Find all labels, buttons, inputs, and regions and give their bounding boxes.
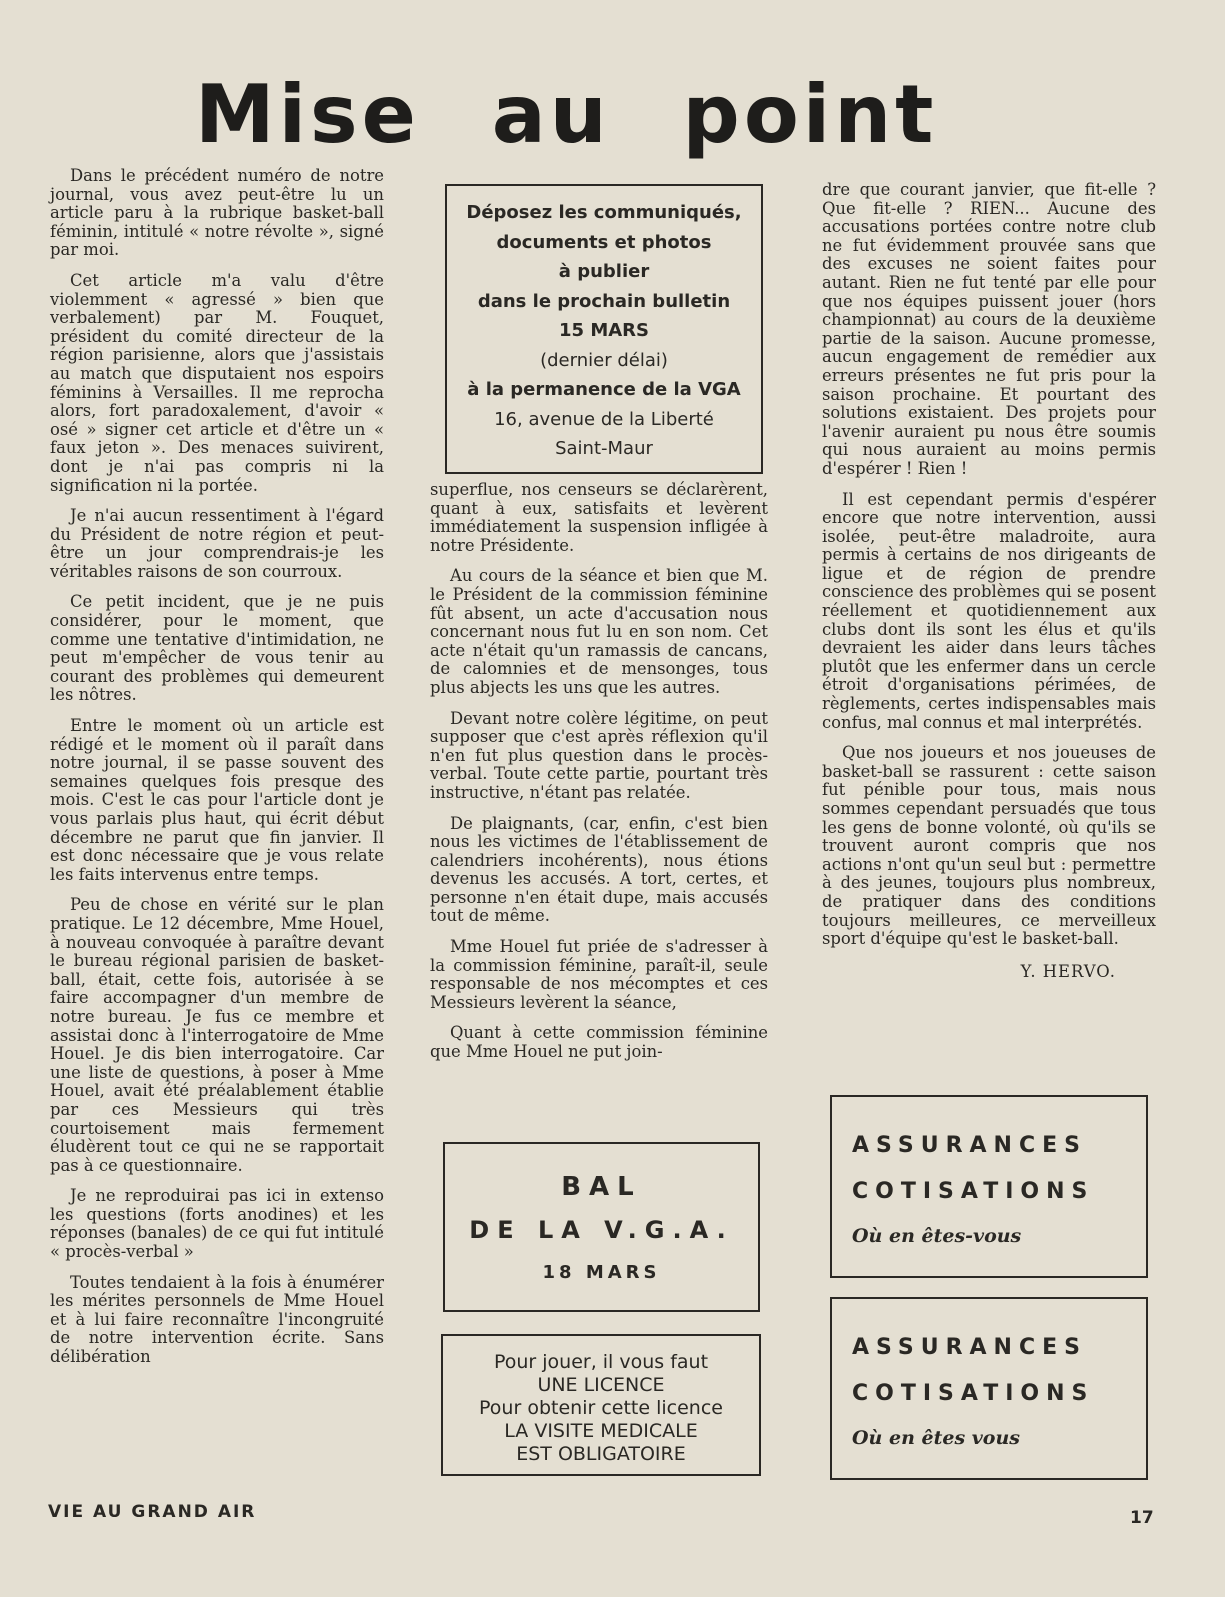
licence-box — [441, 1334, 761, 1476]
paragraph: Je ne reproduirai pas ici in extenso les questions (forts anodines) et les réponses (banales) de ce qui fut intitulé « procès-verbal » — [50, 1186, 384, 1262]
notice-line: (dernier délai) — [540, 349, 668, 371]
paragraph: Peu de chose en vérité sur le plan pratique. Le 12 décembre, Mme Houel, à nouveau convoquée à paraître devant le bureau régional parisien de basket-ball, était, cette fois, autorisée à se faire accompagner d'un membre de notre bureau. Je fus ce membre et assistai donc à l'interrogatoire de Mme Houel. Je dis bien interrogatoire. Car une liste de questions, à poser à Mme Houel, avait été préalablement établie par ces Messieurs qui très courtoisement mais fermement éludèrent tout ce qui ne se rapportait pas à ce questionnaire. — [50, 895, 384, 1175]
paragraph: Toutes tendaient à la fois à énumérer les mérites personnels de Mme Houel et à lui faire reconnaître l'incongruité de notre intervention écrite. Sans délibération — [50, 1272, 384, 1367]
licence-line: Pour obtenir cette licence — [479, 1397, 723, 1419]
assurance-question: Où en êtes vous — [852, 1427, 1020, 1449]
assurance-box-1 — [830, 1095, 1148, 1278]
notice-line: dans le prochain bulletin — [477, 290, 731, 312]
notice-line: documents et photos — [496, 231, 712, 253]
column-2 — [430, 481, 768, 1074]
notice-line: Déposez les communiqués, — [466, 202, 742, 223]
notice-line: à publier — [558, 261, 650, 282]
column-3 — [822, 181, 1156, 981]
paragraph: Entre le moment où un article est rédigé et le moment où il paraît dans notre journal, il se passe souvent des semaines quelques fois presque des mois. C'est le cas pour l'article dont je vous parlais plus haut, qui écrit début décembre ne parut que fin janvier. Il est donc nécessaire que je vous relate les faits intervenus entre temps. — [50, 716, 384, 884]
bal-line: BAL — [561, 1172, 642, 1202]
paragraph: Je n'ai aucun ressentiment à l'égard du Président de notre région et peut-être un jour comprendrais-je les véritables raisons de son courroux. — [50, 506, 384, 581]
paragraph: Mme Houel fut priée de s'adresser à la commission féminine, paraît-il, seule responsable de nos mécomptes et ces Messieurs levèrent la séance, — [430, 937, 768, 1012]
paragraph: Devant notre colère légitime, on peut supposer que c'est après réflexion qu'il n'en fut plus question dans le procès-verbal. Toute cette partie, pourtant très instructive, n'étant pas relatée. — [430, 708, 768, 802]
paragraph: dre que courant janvier, que fit-elle ? Que fit-elle ? RIEN... Aucune des accusations portées contre notre club ne fut évidemment prouvée sans que des excuses ne soient faites pour autant. Rien ne fut tenté par elle pour que nos équipes puissent jouer (hors championnat) au cours de la deuxième partie de la saison. Aucune promesse, aucun engagement de remédier aux erreurs présentes ne fut pris pour la saison prochaine. Et pourtant des solutions existaient. Des projets pour l'avenir auraient pu nous être soumis qui nous auraient au moins permis d'espérer ! Rien ! — [822, 180, 1156, 478]
paragraph: Au cours de la séance et bien que M. le Président de la commission féminine fût absent, un acte d'accusation nous concernant nous fut lu en son nom. Cet acte n'était qu'un ramassis de cancans, de calomnies et de mensonges, tous plus abjects les uns que les autres. — [430, 566, 768, 697]
bal-line: DE LA V.G.A. — [469, 1216, 734, 1244]
notice-line: à la permanence de la VGA — [467, 379, 741, 400]
notice-address: 16, avenue de la Liberté — [494, 408, 714, 430]
paragraph: Ce petit incident, que je ne puis considérer, pour le moment, que comme une tentative d'intimidation, ne peut m'empêcher de vous tenir au courant des problèmes qui demeurent les nôtres. — [50, 592, 384, 705]
paragraph: Que nos joueurs et nos joueuses de basket-ball se rassurent : cette saison fut pénible pour tous, mais nous sommes cependant persuadés que tous les gens de bonne volonté, où qu'ils se trouvent auront compris que nos actions n'ont qu'un seul but : permettre à des jeunes, toujours plus nombreux, de pratiquer dans des conditions toujours meilleures, ce merveilleux sport d'équipe qu'est le basket-ball. — [822, 743, 1156, 949]
paragraph: Cet article m'a valu d'être violemment « agressé » bien que verbalement) par M. Fouquet, président du comité directeur de la région parisienne, alors que j'assistais au match que disputaient nos espoirs féminins à Versailles. Il me reprocha alors, fort paradoxalement, d'avoir « osé » signer cet article et d'être un « faux jeton ». Des menaces suivirent, dont je n'ai pas compris ni la signification ni la portée. — [50, 270, 384, 495]
licence-line: LA VISITE MEDICALE — [504, 1420, 698, 1442]
cotisation-line: COTISATIONS — [852, 1179, 1095, 1204]
bal-box — [443, 1142, 760, 1312]
bal-date: 18 MARS — [542, 1262, 661, 1283]
column-1 — [50, 167, 384, 1379]
paragraph: superflue, nos censeurs se déclarèrent, quant à eux, satisfaits et levèrent immédiatement la suspension infligée à notre Présidente. — [430, 480, 768, 555]
paragraph: Dans le précédent numéro de notre journal, vous avez peut-être lu un article paru à la rubrique basket-ball féminin, intitulé « notre révolte », signé par moi. — [50, 166, 384, 260]
notice-box — [445, 184, 763, 474]
cotisation-line: COTISATIONS — [852, 1381, 1095, 1406]
page-number: 17 — [1130, 1508, 1154, 1528]
assurance-line: ASSURANCES — [852, 1335, 1087, 1360]
assurance-line: ASSURANCES — [852, 1133, 1087, 1158]
notice-city: Saint-Maur — [555, 438, 653, 459]
signature: Y. HERVO. — [1020, 961, 1116, 981]
article-title: Mise au point — [195, 68, 938, 161]
publication-name: VIE AU GRAND AIR — [48, 1502, 257, 1522]
licence-line: Pour jouer, il vous faut — [493, 1351, 709, 1373]
licence-line: UNE LICENCE — [537, 1374, 665, 1396]
assurance-question: Où en êtes-vous — [852, 1225, 1022, 1247]
licence-line: EST OBLIGATOIRE — [516, 1443, 686, 1465]
paragraph: Il est cependant permis d'espérer encore que notre intervention, aussi isolée, peut-être maladroite, aura permis à certains de nos dirigeants de ligue et de région de prendre conscience des problèmes qui se posent réellement et quotidiennement aux clubs dont ils sont les élus et qu'ils devraient les aider dans leurs tâches plutôt que les enfermer dans un cercle étroit d'organisations périmées, de règlements, certes indispensables mais confus, mal connus et mal interprétés. — [822, 489, 1156, 732]
paragraph: De plaignants, (car, enfin, c'est bien nous les victimes de l'établissement de calendriers incohérents), nous étions devenus les accusés. A tort, certes, et personne n'en était dupe, mais accusés tout de même. — [430, 813, 768, 926]
assurance-box-2 — [830, 1297, 1148, 1480]
paragraph: Quant à cette commission féminine que Mme Houel ne put join- — [430, 1023, 768, 1062]
notice-deadline: 15 MARS — [559, 320, 649, 341]
